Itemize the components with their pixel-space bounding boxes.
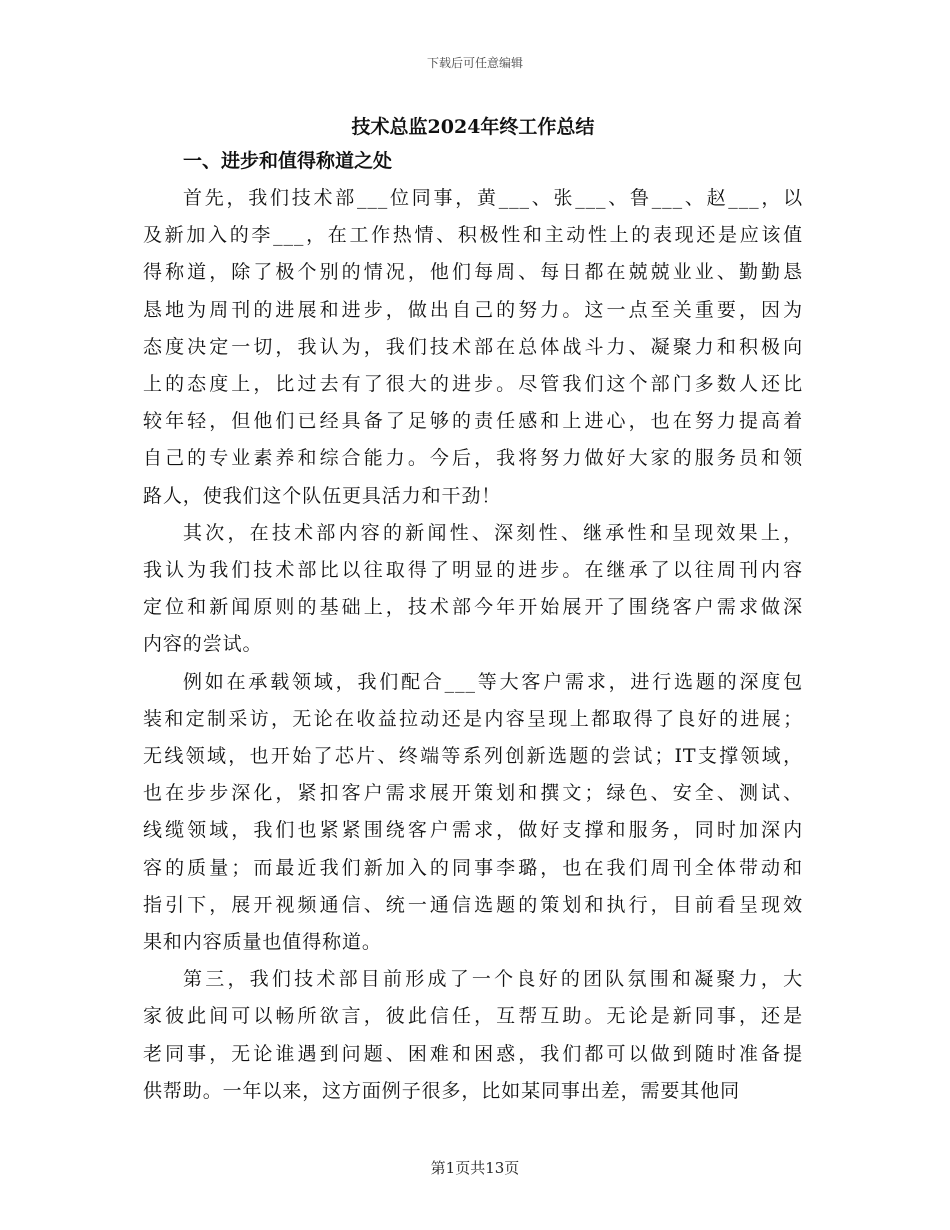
paragraph-line: 第三，我们技术部目前形成了一个良好的团队氛围和凝聚力，大 — [183, 968, 803, 991]
paragraph-line: 容的质量；而最近我们新加入的同事李璐，也在我们周刊全体带动和 — [143, 856, 803, 879]
paragraph-line: 其次，在技术部内容的新闻性、深刻性、继承性和呈现效果上， — [183, 521, 803, 544]
paragraph-line: 得称道，除了极个别的情况，他们每周、每日都在兢兢业业、勤勤恳 — [143, 261, 803, 284]
paragraph-line: 及新加入的李___，在工作热情、积极性和主动性上的表现还是应该值 — [143, 224, 803, 247]
paragraph-line: 也在步步深化，紧扣客户需求展开策划和撰文；绿色、安全、测试、 — [143, 782, 803, 805]
paragraph-line: 指引下，展开视频通信、统一通信选题的策划和执行，目前看呈现效 — [143, 893, 803, 916]
paragraph-line: 装和定制采访，无论在收益拉动还是内容呈现上都取得了良好的进展； — [143, 707, 803, 730]
paragraph-line: 内容的尝试。 — [143, 633, 263, 656]
paragraph-line: 自己的专业素养和综合能力。今后，我将努力做好大家的服务员和领 — [143, 447, 803, 470]
paragraph-line: 无线领域，也开始了芯片、终端等系列创新选题的尝试；IT支撑领域， — [143, 745, 803, 768]
body-paragraph — [143, 664, 803, 962]
paragraph-line: 态度决定一切，我认为，我们技术部在总体战斗力、凝聚力和积极向 — [143, 335, 803, 358]
body-paragraph — [143, 961, 803, 1110]
document-body — [143, 110, 803, 1110]
paragraph-line: 老同事，无论谁遇到问题、困难和困惑，我们都可以做到随时准备提 — [143, 1042, 803, 1065]
section-heading: 一、进步和值得称道之处 — [183, 150, 393, 172]
paragraph-line: 供帮助。一年以来，这方面例子很多，比如某同事出差，需要其他同 — [143, 1079, 741, 1102]
paragraph-line: 例如在承载领域，我们配合___等大客户需求，进行选题的深度包 — [183, 670, 803, 693]
paragraph-line: 路人，使我们这个队伍更具活力和干劲！ — [143, 484, 502, 507]
paragraph-line: 家彼此间可以畅所欲言，彼此信任，互帮互助。无论是新同事，还是 — [143, 1005, 803, 1028]
body-paragraph — [143, 515, 803, 664]
paragraph-line: 果和内容质量也值得称道。 — [143, 931, 382, 954]
paragraph-line: 我认为我们技术部比以往取得了明显的进步。在继承了以往周刊内容 — [143, 559, 803, 582]
paragraph-line: 线缆领域，我们也紧紧围绕客户需求，做好支撑和服务，同时加深内 — [143, 819, 803, 842]
paragraph-line: 上的态度上，比过去有了很大的进步。尽管我们这个部门多数人还比 — [143, 373, 803, 396]
document-title: 技术总监2024年终工作总结 — [351, 116, 595, 138]
paragraph-line: 恳地为周刊的进展和进步，做出自己的努力。这一点至关重要，因为 — [143, 298, 803, 321]
paragraph-line: 定位和新闻原则的基础上，技术部今年开始展开了围绕客户需求做深 — [143, 596, 803, 619]
paragraph-list — [143, 180, 803, 1110]
page-footer-number: 第1页共13页 — [430, 1159, 520, 1177]
paragraph-line: 较年轻，但他们已经具备了足够的责任感和上进心，也在努力提高着 — [143, 410, 803, 433]
page-header-note: 下载后可任意编辑 — [426, 56, 523, 70]
paragraph-line: 首先，我们技术部___位同事，黄___、张___、鲁___、赵___，以 — [183, 187, 803, 209]
body-paragraph — [143, 180, 803, 515]
